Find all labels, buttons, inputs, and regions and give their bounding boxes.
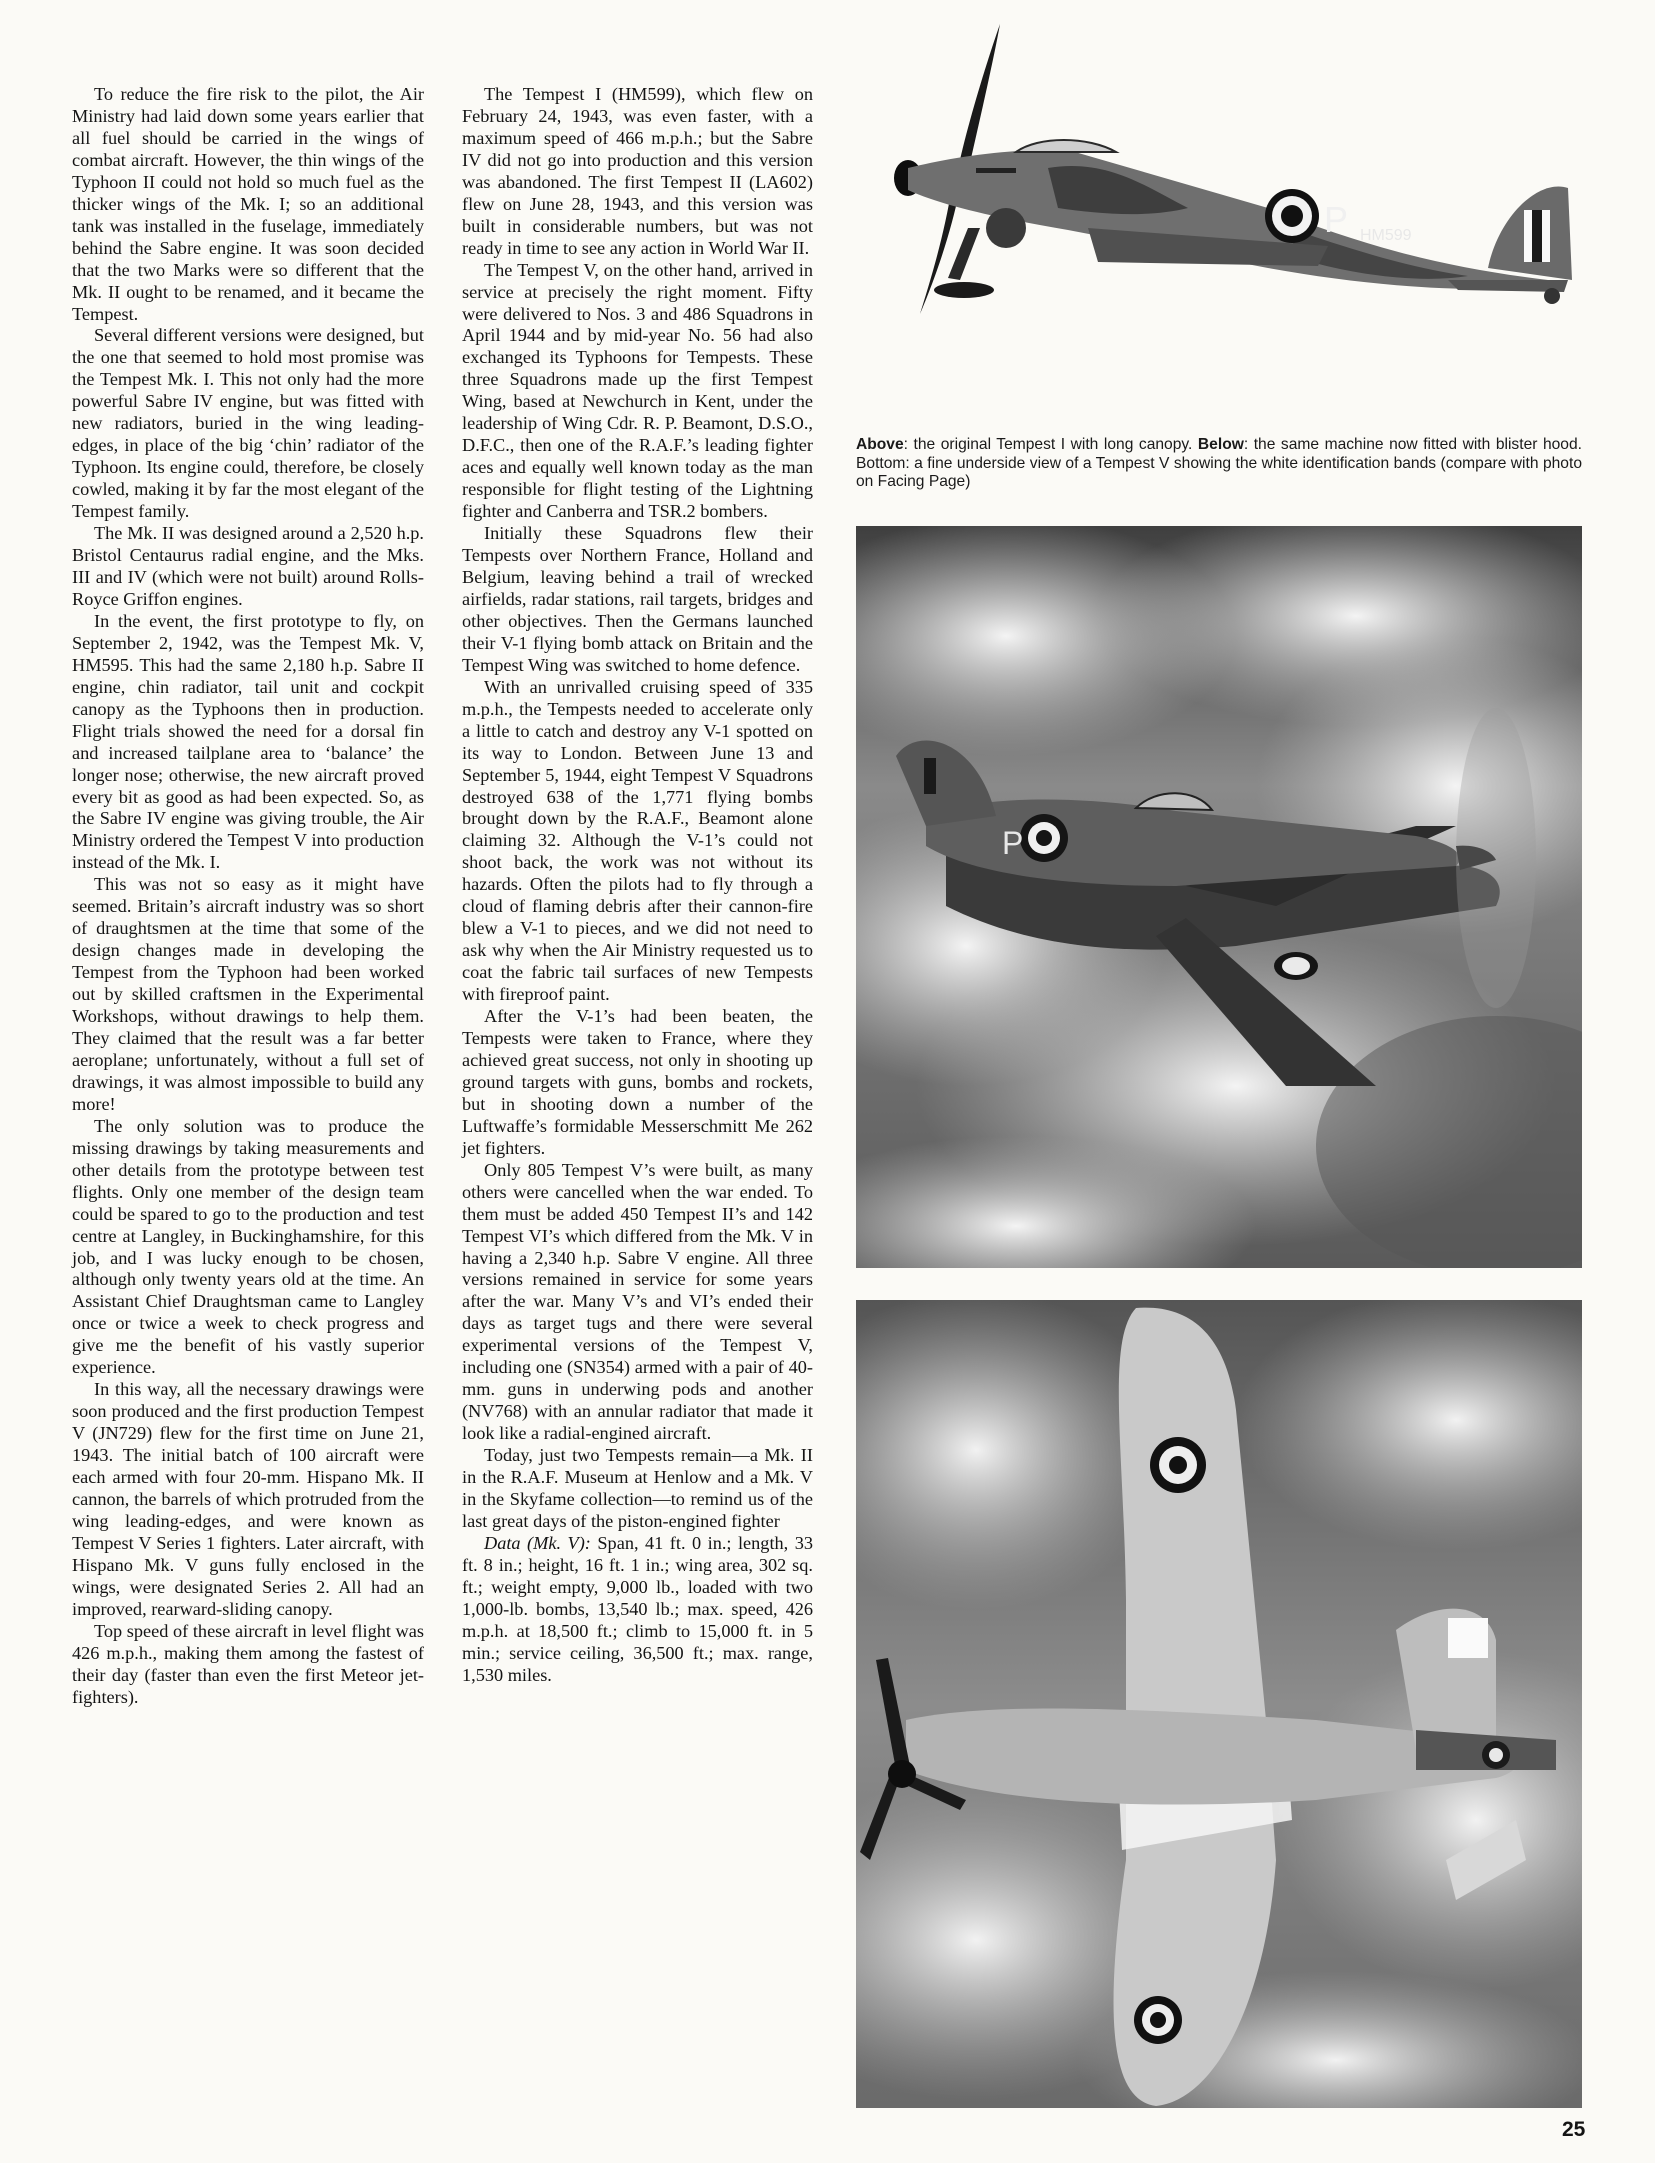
fuselage-letter: P	[1002, 825, 1024, 861]
paragraph: In this way, all the necessary drawings were soon produced and the first production Tempest V (JN729) flew for the first time on June 21, 1943. The initial batch of 100 aircraft were each armed with four 20-mm. Hispano Mk. II cannon, the barrels of which protruded from the wing leading-edges, and were known as Tempest V Series 1 fighters. Later aircraft, with Hispano Mk. V guns fully enclosed in the wings, were designated Series 2. All had an improved, rearward-sliding canopy.	[72, 1379, 424, 1619]
photo-tempest-i-side-view	[848, 18, 1588, 430]
paragraph: Several different versions were designed, but the one that seemed to hold most promise was the Tempest Mk. I. This not only had the more powerful Sabre IV engine, but was fitted with new radiators, buried in the wing leading-edges, in place of the big ‘chin’ radiator of the Typhoon. Its engine could, therefore, be closely cowled, making it by far the most elegant of the Tempest family.	[72, 325, 424, 522]
caption-below-label: Below	[1197, 436, 1244, 453]
photo-tempest-v-underside	[856, 1300, 1582, 2108]
paragraph: This was not so easy as it might have seemed. Britain’s aircraft industry was so short of draughtsmen at the time that some of the design changes made in developing the Tempest from the Typhoon had been worked out by skilled craftsmen in the Experimental Workshops, without drawings to help them. They claimed that the result was a far better aeroplane; unfortunately, without a full set of drawings, it was almost impossible to build any more!	[72, 874, 424, 1114]
paragraph: Today, just two Tempests remain—a Mk. II in the R.A.F. Museum at Henlow and a Mk. V in the Skyfame collection—to remind us of the last great days of the piston-engined fighter	[462, 1445, 813, 1531]
paragraph: In the event, the first prototype to fly, on September 2, 1942, was the Tempest Mk. V, HM595. This had the same 2,180 h.p. Sabre II engine, chin radiator, tail unit and cockpit canopy as the Typhoons then in production. Flight trials showed the need for a dorsal fin and increased tailplane area to ‘balance’ the longer nose; otherwise, the new aircraft proved every bit as good as had been expected. So, as the Sabre IV engine was giving trouble, the Air Ministry ordered the Tempest V into production instead of the Mk. I.	[72, 610, 424, 873]
paragraph: Top speed of these aircraft in level flight was 426 m.p.h., making them among the fastest of their day (faster than even the first Meteor jet-fighters).	[72, 1620, 424, 1707]
caption-below-text: : the same machine now fitted with blister hood. Bottom: a fine underside view of a Tempest V showing the white identification bands (compare with photo on Facing Page)	[856, 436, 1582, 490]
serial-number: HM599	[1360, 227, 1412, 244]
paragraph: After the V-1’s had been beaten, the Tempests were taken to France, where they achieved great success, not only in shooting up ground targets with guns, bombs and rockets, but in shooting down a number of the Luftwaffe’s formidable Messerschmitt Me 262 jet fighters.	[462, 1006, 813, 1158]
paragraph: To reduce the fire risk to the pilot, the Air Ministry had laid down some years earlier that all fuel should be carried in the wings of combat aircraft. However, the thin wings of the Typhoon II could not hold so much fuel as the thicker wings of the Mk. I; so an additional tank was installed in the fuselage, immediately behind the Sabre engine. It was soon decided that the two Marks were so different that the Mk. II ought to be renamed, and it became the Tempest.	[72, 84, 424, 324]
fuselage-letter: P	[1324, 199, 1349, 240]
paragraph: Initially these Squadrons flew their Tempests over Northern France, Holland and Belgium, leaving behind a trail of wrecked airfields, radar stations, rail targets, bridges and other objectives. Then the Germans launched their V-1 flying bomb attack on Britain and the Tempest Wing was switched to home defence.	[462, 523, 813, 675]
data-label: Data (Mk. V):	[484, 1532, 591, 1553]
article-column-2	[462, 84, 813, 1687]
paragraph: Only 805 Tempest V’s were built, as many others were cancelled when the war ended. To them must be added 450 Tempest II’s and 142 Tempest VI’s which differed from the Mk. V in having a 2,340 h.p. Sabre V engine. All three versions remained in service for some years after the war. Many V’s and VI’s ended their days as target tugs and there were several experimental versions of the Tempest V, including one (SN354) armed with a pair of 40-mm. guns in underwing pods and another (NV768) with an annular radiator that made it look like a radial-engined aircraft.	[462, 1159, 813, 1444]
photo-caption	[856, 436, 1582, 492]
paragraph: The Tempest V, on the other hand, arrived in service at precisely the right moment. Fifty were delivered to Nos. 3 and 486 Squadrons in April 1944 and by mid-year No. 56 had also exchanged its Typhoons for Tempests. These three Squadrons made up the first Tempest Wing, based at Newchurch in Kent, under the leadership of Wing Cdr. R. P. Beamont, D.S.O., D.F.C., then one of the R.A.F.’s leading fighter aces and equally well known today as the man responsible for flight testing of the Lightning fighter and Canberra and TSR.2 bombers.	[462, 259, 813, 522]
data-text: Span, 41 ft. 0 in.; length, 33 ft. 8 in.; height, 16 ft. 1 in.; wing area, 302 sq. ft.; weight empty, 9,000 lb., loaded with two 1,000-lb. bombs, 13,540 lb.; max. speed, 426 m.p.h. at 18,500 ft.; climb to 15,000 ft. in 5 min.; service ceiling, 36,500 ft.; max. range, 1,530 miles.	[462, 1532, 814, 1685]
caption-above-text: : the original Tempest I with long canopy.	[903, 436, 1198, 453]
page-number: 25	[1562, 2118, 1586, 2141]
paragraph: With an unrivalled cruising speed of 335 m.p.h., the Tempests needed to accelerate only a little to catch and destroy any V-1 spotted on its way to London. Between June 13 and September 5, 1944, eight Tempest V Squadrons destroyed 638 of the 1,771 flying bombs brought down by the R.A.F., Beamont alone claiming 32. Although the V-1’s could not shoot back, the work was not without its hazards. Often the pilots had to fly through a cloud of flaming debris after their cannon-fire blew a V-1 to pieces, and we did not need to ask why when the Air Ministry requested us to coat the fabric tail surfaces of new Tempests with fireproof paint.	[462, 676, 813, 1005]
paragraph: The only solution was to produce the missing drawings by taking measurements and other details from the prototype between test flights. Only one member of the design team could be spared to go to the production and test centre at Langley, in Buckinghamshire, for this job, and I was lucky enough to be chosen, although only twenty years old at the time. An Assistant Chief Draughtsman came to Langley once or twice a week to check progress and give me the benefit of his vastly superior experience.	[72, 1115, 424, 1378]
caption-above-label: Above	[856, 436, 904, 453]
data-paragraph	[462, 1533, 813, 1687]
paragraph: The Mk. II was designed around a 2,520 h.p. Bristol Centaurus radial engine, and the Mks. III and IV (which were not built) around Rolls-Royce Griffon engines.	[72, 523, 424, 609]
article-column-1	[72, 84, 424, 1709]
paragraph: The Tempest I (HM599), which flew on February 24, 1943, was even faster, with a maximum speed of 466 m.p.h.; but the Sabre IV did not go into production and this version was abandoned. The first Tempest II (LA602) flew on June 28, 1943, and this version was built in considerable numbers, but was not ready in time to see any action in World War II.	[462, 84, 813, 258]
photo-tempest-blister-hood-in-flight	[856, 526, 1582, 1268]
